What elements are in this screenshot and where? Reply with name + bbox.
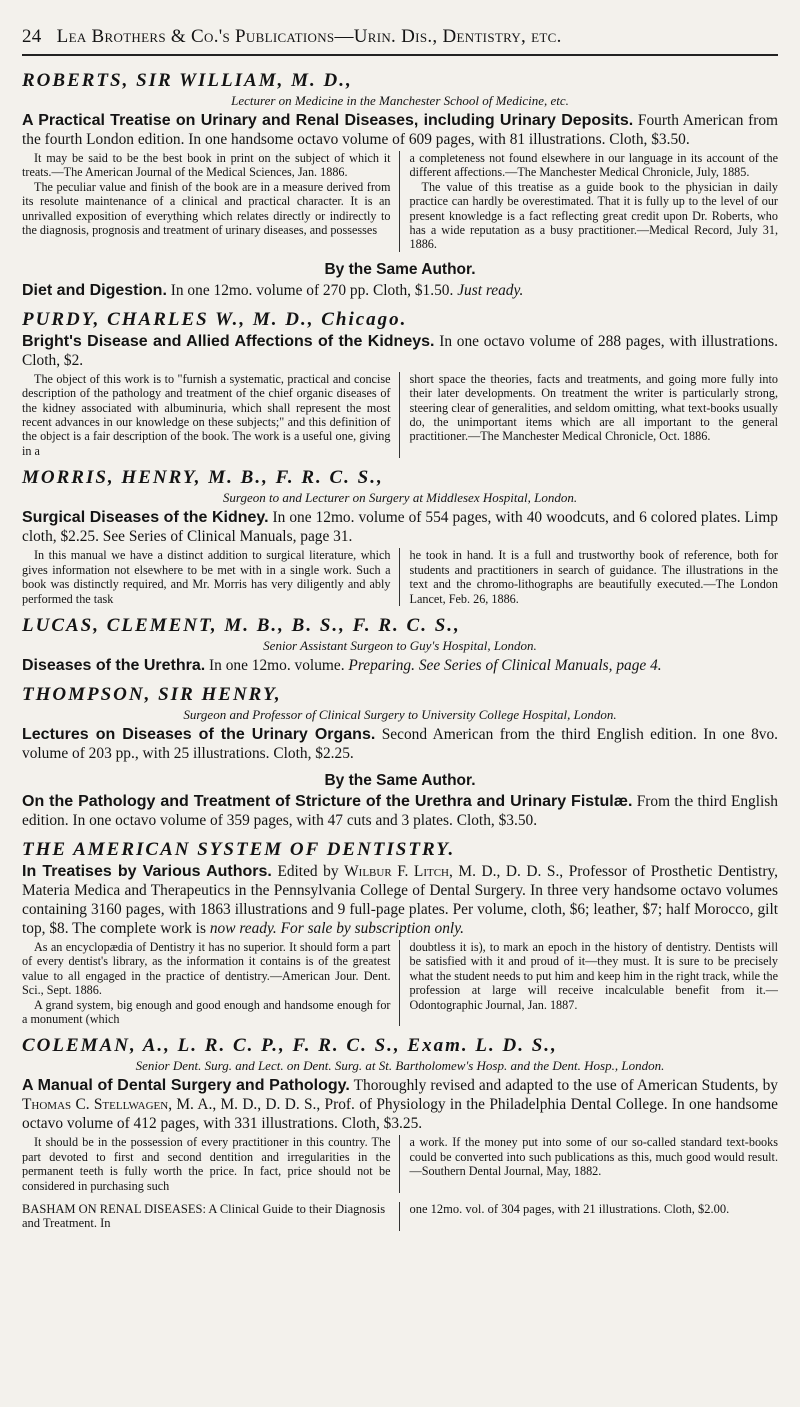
review-left [22,1135,400,1193]
author-heading: LUCAS, CLEMENT, M. B., B. S., F. R. C. S., [22,614,461,636]
author-description: Surgeon and Professor of Clinical Surgery to University College Hospital, London. [183,706,617,722]
author-heading: THE AMERICAN SYSTEM OF DENTISTRY. [22,838,456,860]
review-text: As an encyclopædia of Dentistry it has no superior. It should form a part of every dentist's library, as the information it contains is of the greatest value to all engaged in the practice of dentistry.—American Jour. Dent. Sci., Sept. 1886. [22,939,391,998]
book-title: On the Pathology and Treatment of Stricture of the Urethra and Urinary Fistulæ. [22,792,633,810]
entry-basham [22,1202,778,1231]
basham-left: BASHAM ON RENAL DISEASES: A Clinical Guide to their Diagnosis and Treatment. In [22,1202,400,1231]
book-status: Preparing. [348,656,415,674]
header-rule [22,54,778,56]
entry-american-system [22,839,778,1026]
book-details: Fourth American from the fourth London edition. In one handsome octavo volume of 609 pages, with 81 illustrations. Cloth, $3.50. [22,112,778,148]
entry-purdy [22,309,778,458]
author-heading: THOMPSON, SIR HENRY, [22,683,282,705]
entry-thompson [22,684,778,763]
book-details: In one 12mo. volume of 554 pages, with 40 woodcuts, and 6 colored plates. Limp cloth, $2.25. See Series of Clinical Manuals, page 31. [22,509,778,546]
author-heading: ROBERTS, SIR WILLIAM, M. D., [22,70,353,91]
review-text: The peculiar value and finish of the book are in a measure derived from its resolute maintenance of a clinical and practical character. It is an unrivalled exposition of everything which relates directly or indirectly to the diagnosis, prognosis and treatment of urinary diseases, and possesses [22,179,391,238]
entry-stricture [22,792,778,830]
running-head [22,26,778,48]
page-number: 24 [22,26,42,47]
book-title: Lectures on Diseases of the Urinary Organs. [22,725,376,743]
review-text: doubtless it is), to mark an epoch in the history of dentistry. Dentists will be satisfied with it and proud of it—they must. It is sure to be precisely what the student needs to put him and keep him in the right track, while the profession at large will receive incalculable benefit from it.—Odontographic Journal, Jan. 1887. [409,939,778,1012]
review-right [410,151,779,252]
author-heading: PURDY, CHARLES W., M. D., Chicago. [22,308,408,330]
series-reference: See Series of Clinical Manuals, page 4. [418,656,662,674]
book-details: From the third English edition. In one octavo volume of 359 pages, with 47 cuts and 3 plates. Cloth, $3.50. [22,792,778,829]
review-left [22,548,400,606]
book-details: In one 12mo. volume of 270 pp. Cloth, $1.50. [170,281,454,299]
book-title: Diseases of the Urethra. [22,656,206,674]
review-left [22,372,400,458]
book-details: In one octavo volume of 288 pages, with illustrations. Cloth, $2. [22,332,778,369]
basham-right: one 12mo. vol. of 304 pages, with 21 illustrations. Cloth, $2.00. [409,1201,730,1216]
review-left [22,940,400,1026]
entry-morris [22,467,778,606]
review-text: In this manual we have a distinct addition to surgical literature, which gives information not elsewhere to be met with in a single work. Such a book was distinctly required, and Mr. Morris has very diligently and ably performed the task [22,548,391,606]
book-details: , M. A., M. D., D. D. S., Prof. of Physiology in the Philadelphia Dental College. In one handsome octavo volume of 412 pages, with 331 illustrations. Cloth, $3.25. [22,1096,778,1133]
editor-name: Wilbur F. Litch [344,862,449,880]
review-columns [22,372,778,458]
review-text: The object of this work is to "furnish a systematic, practical and concise description of the pathology and treatment of the chief organic diseases of the kidney associated with albuminuria, which shall represent the most recent advances in our knowledge on these subjects;" and this definition of the object is a fair description of the book. The work is a useful one, giving in a [22,371,391,458]
entry-lucas [22,615,778,675]
same-author-heading: By the Same Author. [324,771,476,789]
book-listing [22,862,778,938]
review-columns [22,940,778,1026]
review-right [410,940,779,1026]
book-title: A Practical Treatise on Urinary and Renal Diseases, including Urinary Deposits. [22,112,634,129]
author-description: Surgeon to and Lecturer on Surgery at Middlesex Hospital, London. [222,490,578,506]
review-text: a work. If the money put into some of our so-called standard text-books could be converted into such publications as this, much good would result. —Southern Dental Journal, May, 1882. [409,1135,778,1179]
book-title: Diet and Digestion. [22,281,167,299]
review-right [410,1135,779,1193]
book-details: Edited by [277,862,339,880]
book-title: Bright's Disease and Allied Affections of the Kidneys. [22,332,435,350]
same-author-heading: By the Same Author. [324,260,476,278]
review-text: he took in hand. It is a full and trustworthy book of reference, both for students and practitioners in search of guidance. The illustrations in the text and the chromo-lithographs are beautifully executed.—The London Lancet, Feb. 26, 1886. [409,548,778,606]
review-text: short space the theories, facts and treatments, and going more fully into their later developments. On treatment the writer is particularly strong, steering clear of generalities, and seldom omitting, what text-books usually do, the unimportant items which are all important to the general practitioner.—The Manchester Medical Chronicle, Oct. 1886. [409,371,778,444]
book-listing [22,281,778,300]
publisher-name: Lea Brothers & Co.'s Publications [56,26,335,47]
review-left [22,151,400,252]
review-text: The value of this treatise as a guide book to the physician in daily practice can hardly be overestimated. That it is fully up to the level of our present knowledge is a fact reflecting great credit upon Dr. Roberts, who has a wide reputation as a busy practitioner.—Medical Record, July 31, 1886. [409,179,778,252]
author-description: Lecturer on Medicine in the Manchester School of Medicine, etc. [231,93,569,108]
review-text: It should be in the possession of every practitioner in this country. The part devoted to first and second dentition and irregularities in the permanent teeth is fully worth the price. In fact, price should not be considered in purchasing such [22,1135,391,1193]
review-right [410,372,779,458]
book-details: Thoroughly revised and adapted to the use of American Students, by [353,1077,778,1095]
book-listing [22,1076,778,1133]
author-description: Senior Dent. Surg. and Lect. on Dent. Surg. at St. Bartholomew's Hosp. and the Dent. Hosp., London. [135,1058,665,1074]
catalog-page [22,0,778,1406]
review-right [410,548,779,606]
book-listing [22,508,778,546]
book-details: , M. D., D. D. S., Professor of Prosthetic Dentistry, Materia Medica and Therapeutics in the Pennsylvania College of Dental Surgery. In three very handsome octavo volumes containing 3160 pages, with 1863 illustrations and 9 full-page plates. Per volume, cloth, $6; leather, $7; half Morocco, gilt top, $8. The complete work is [22,862,778,937]
review-text: It may be said to be the best book in print on the subject of which it treats.—The American Journal of the Medical Sciences, Jan. 1886. [22,151,391,180]
book-title: In Treatises by Various Authors. [22,862,272,880]
book-status: now ready. For sale by subscription only. [209,919,465,937]
book-title: Surgical Diseases of the Kidney. [22,509,269,527]
book-listing [22,725,778,763]
review-text: A grand system, big enough and good enough and handsome enough for a monument (which [22,997,391,1026]
book-title: A Manual of Dental Surgery and Pathology. [22,1077,350,1095]
review-text: a completeness not found elsewhere in our language in its account of the different affections.—The Manchester Medical Chronicle, July, 1885. [409,151,778,180]
editor-name: Thomas C. Stellwagen [22,1096,169,1114]
book-listing [22,111,778,149]
review-columns [22,1135,778,1193]
header-subject: —Urin. Dis., Dentistry, etc. [334,26,562,47]
author-description: Senior Assistant Surgeon to Guy's Hospital, London. [263,637,537,653]
book-listing [22,332,778,370]
review-columns [22,548,778,606]
author-heading: COLEMAN, A., L. R. C. P., F. R. C. S., Exam. L. D. S., [22,1035,558,1057]
book-details: Second American from the third English edition. In one 8vo. volume of 203 pp., with 25 illustrations. Cloth, $2.25. [22,725,778,762]
author-heading: MORRIS, HENRY, M. B., F. R. C. S., [22,467,384,489]
book-listing [22,792,778,830]
book-listing [22,656,778,675]
book-status: Just ready. [457,281,524,299]
entry-coleman [22,1035,778,1193]
book-details: In one 12mo. volume. [209,656,345,674]
entry-roberts [22,70,778,252]
entry-diet [22,281,778,300]
review-columns [22,151,778,252]
